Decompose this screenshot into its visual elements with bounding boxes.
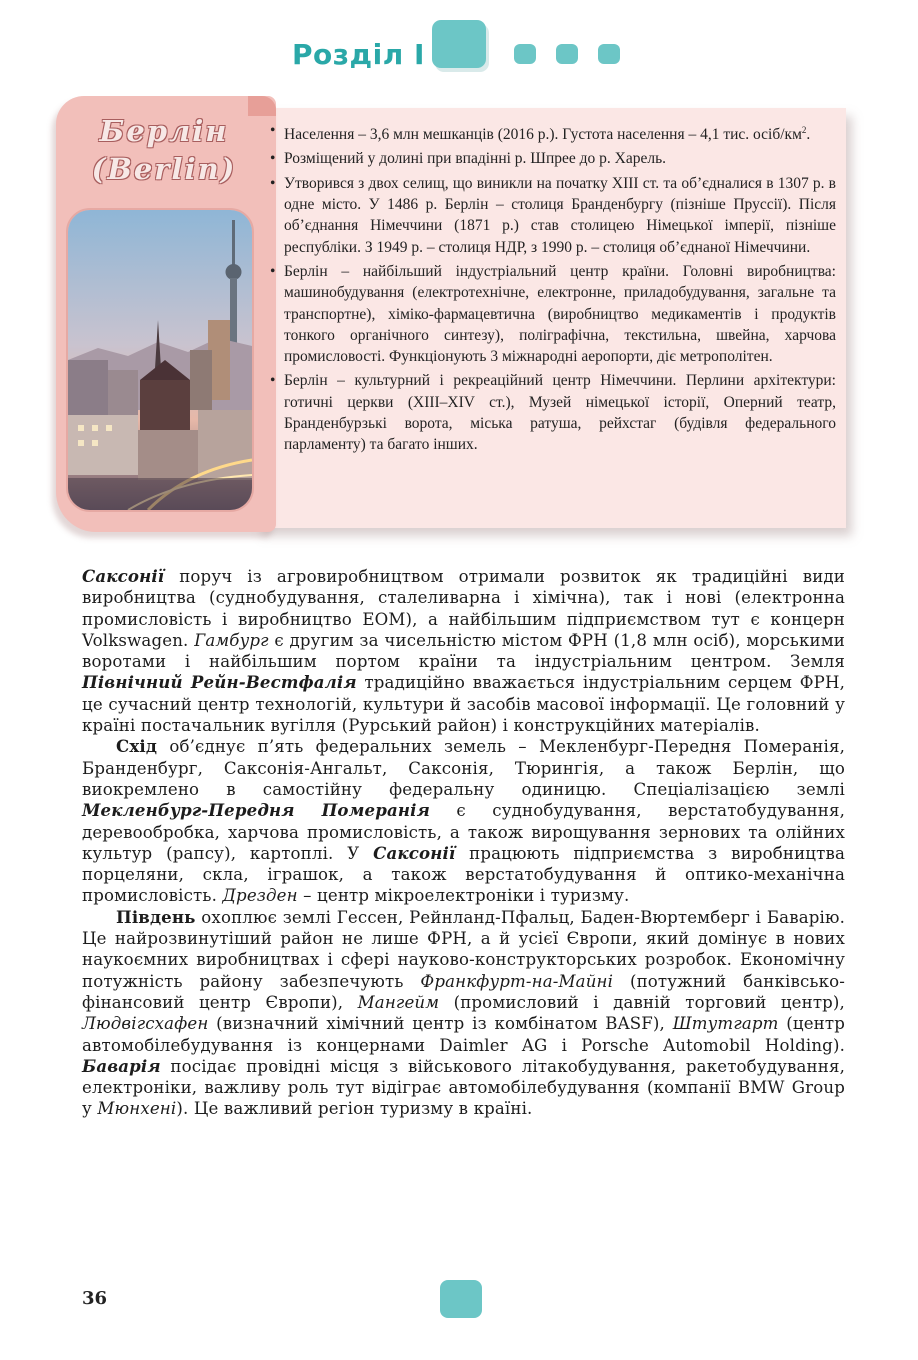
decor-square-1 (514, 44, 536, 64)
info-item-sup: 2 (801, 125, 807, 135)
paragraph-east (82, 736, 845, 906)
p3-segment: Франкфурт-на-Майні (420, 971, 614, 991)
p3-segment: Штутгарт (672, 1014, 779, 1034)
p3-segment: охоплює землі Гессен, Рейнланд-Пфальц, Баден-Вюртемберг і Баварію. Це найрозвинутіший район не лише ФРН, а й усієї Європи, який домінує в нових наукоємних виробництвах і сфері науково-конструкторських розробок. Економічну потужність району забезпечують (82, 907, 845, 991)
info-tab-title (84, 112, 244, 188)
p2-segment: об’єднує п’ять федеральних земель – Мекленбург-Передня Померанія, Бранденбург, Саксонія-Ангальт, Саксонія, Тюрингія, а також Берлін, що виокремлено в самостійну федеральну одиницю. Спеціалізацією землі (82, 737, 845, 799)
p1-segment: поруч із агровиробництвом отримали розвиток як традиційні види виробництва (суднобудування, сталеливарна і хімічна), так і нові (електронна промисловість і виробництво ЕОМ), а найбільшим підприємством тут є концерн Volkswagen. (82, 567, 845, 650)
p1-segment: традиційно вважається індустріальним серцем ФРН, це сучасний центр технологій, культури й засобів масової інформації. Це головний у країні постачальник вугілля (Рурський район) і конструкційних матеріалів. (82, 673, 845, 736)
p2-segment: Схід (116, 736, 158, 757)
page-number: 36 (82, 1288, 108, 1309)
info-item-culture: • Берлін – культурний і рекреаційний центр Німеччини. Перлини архітектури: готичні церкви (XIII–XIV ст.), Музей німецької історії, Оперний театр, Бранденбурзькі ворота, міська ратуша, рейхстаг (будівля федерального парламенту) та багато інших. (270, 370, 836, 455)
info-list (270, 120, 836, 459)
decor-square-bottom (440, 1280, 482, 1318)
decor-square-3 (598, 44, 620, 64)
p3-segment: (визначний хімічний центр із комбінатом BASF), (208, 1014, 673, 1034)
p2-segment: – центр мікроелектроніки і туризму. (297, 886, 630, 906)
p2-segment: працюють підприємства з виробництва порцеляни, скла, іграшок, а також верстатобудування й оптико-механічна промисловість. (82, 843, 845, 906)
p2-segment: Саксонії (373, 842, 456, 863)
p3-segment: (потужний банківсько-фінансовий центр Європи), (82, 971, 845, 1012)
p3-segment: Людвігсхафен (82, 1014, 209, 1034)
info-item-text: Населення – 3,6 млн мешканців (2016 р.). Густота населення – 4,1 тис. осіб/км (284, 126, 802, 144)
body-text (82, 566, 845, 1120)
p1-segment: є другим за чисельністю містом ФРН (1,8 млн осіб), морськими воротами і найбільшим портом країни та індустріальним центром. Земля (82, 630, 845, 672)
berlin-skyline-photo (66, 208, 254, 512)
info-tab-title-line1: Берлін (99, 114, 229, 148)
paragraph-saxony (82, 566, 845, 736)
p1-segment: Гамбург (194, 630, 269, 650)
p3-segment: Баварія (82, 1055, 161, 1076)
p2-segment: Дрезден (222, 886, 298, 906)
p2-segment: Мекленбург-Передня Померанія (82, 800, 430, 821)
p1-segment: Саксонії (82, 566, 165, 586)
p3-segment: (промисловий і давній торговий центр), (439, 992, 845, 1012)
info-item-history: • Утворився з двох селищ, що виникли на початку XIII ст. та об’єдналися в 1307 р. в одне місто. У 1486 р. Берлін – столиця Бранденбургу (пізніше Пруссії). Після об’єднання Німеччини (1871 р.) став столицею Німецької імперії, пізніше республіки. З 1949 р. – столиця НДР, з 1990 р. – столиця об’єднаної Німеччини. (270, 173, 836, 258)
decor-square-large (432, 20, 486, 68)
info-item-population (270, 120, 836, 145)
info-item-industry: • Берлін – найбільший індустріальний центр країни. Головні виробництва: машинобудування (електротехнічне, електронне, приладобудування, загальне та транспортне), хіміко-фармацевтична (виробництво медикаментів і продуктів тонкого органічного синтезу), поліграфічна, текстильна, швейна, харчова промисловості. Функціонують 3 міжнародні аеропорти, діє метрополітен. (270, 261, 836, 367)
p3-segment: посідає провідні місця з військового літакобудування, ракетобудування, електроніки, важливу роль тут відіграє автомобілебудування (компанії BMW Group у (82, 1056, 845, 1119)
info-item-location: • Розміщений у долині при впадінні р. Шпрее до р. Харель. (270, 148, 836, 169)
p1-segment: Північний Рейн-Вестфалія (82, 672, 357, 693)
p3-segment: Мюнхені (97, 1099, 177, 1119)
p3-segment: Мангейм (357, 992, 440, 1012)
p3-segment: (центр автомобілебудування із концернами Daimler AG і Porsche Automobil Holding). (82, 1014, 845, 1055)
info-tab-curl (248, 96, 276, 116)
decor-square-2 (556, 44, 578, 64)
p2-segment: є суднобудування, верстатобудування, деревообробка, харчова промисловість, а також вирощування зернових та олійних культур (рапсу), картоплі. У (82, 801, 845, 863)
info-item-tail: . (806, 126, 811, 144)
p3-segment: ). Це важливий регіон туризму в країні. (176, 1099, 533, 1119)
paragraph-south (82, 907, 845, 1120)
berlin-skyline-illustration (68, 210, 252, 510)
section-title: Розділ І (292, 38, 425, 71)
info-tab-title-line2: (Berlin) (91, 152, 237, 186)
p3-segment: Південь (116, 906, 196, 927)
